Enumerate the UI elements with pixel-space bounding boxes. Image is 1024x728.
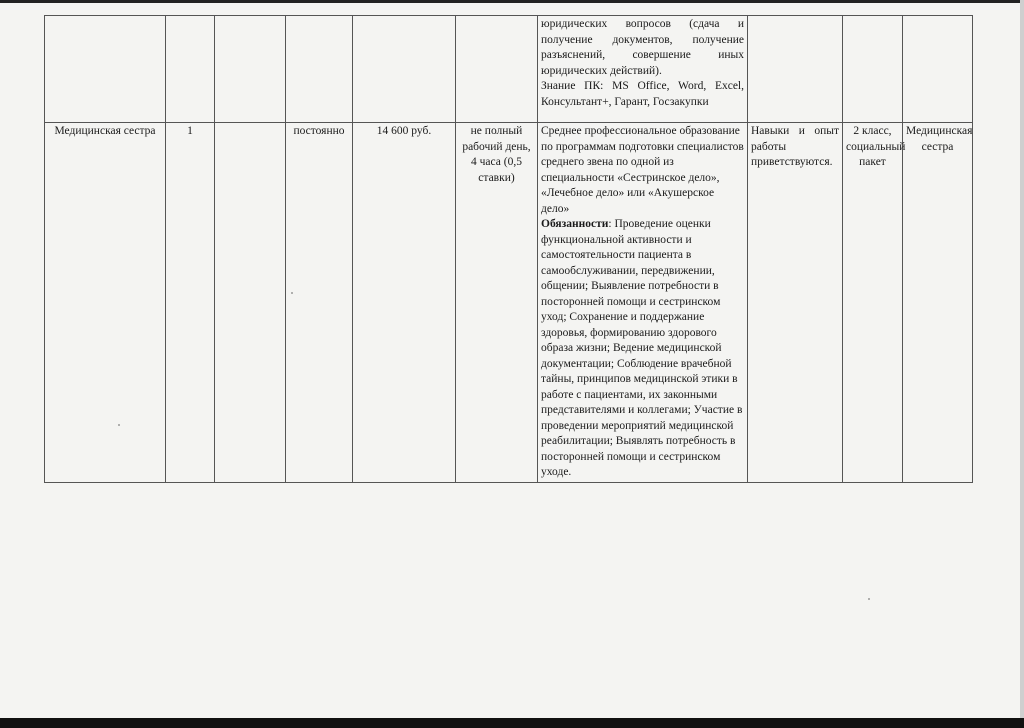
cell-position: Медицинская сестра <box>45 123 166 483</box>
cell-requirements-continued <box>538 16 748 123</box>
scan-right-edge <box>1020 0 1024 728</box>
cell-benefits: 2 класс, социальный пакет <box>843 123 903 483</box>
scan-speck <box>291 292 293 294</box>
cell-schedule: не полный рабочий день, 4 часа (0,5 ставки) <box>456 123 538 483</box>
cell-profession-empty <box>903 16 973 123</box>
cell-employment: постоянно <box>286 123 353 483</box>
cell-benefits-empty <box>843 16 903 123</box>
cell-experience: Навыки и опыт работы приветствуются. <box>748 123 843 483</box>
duties-label: Обязанности <box>541 218 609 230</box>
cell-profession: Медицинская сестра <box>903 123 973 483</box>
cell-count-empty <box>166 16 215 123</box>
cell-col3 <box>215 123 286 483</box>
cell-experience-empty <box>748 16 843 123</box>
cell-requirements <box>538 123 748 483</box>
cell-salary: 14 600 руб. <box>353 123 456 483</box>
cell-col3-empty <box>215 16 286 123</box>
scan-speck <box>118 424 120 426</box>
duties-block <box>541 217 744 481</box>
cell-count: 1 <box>166 123 215 483</box>
cell-salary-empty <box>353 16 456 123</box>
vacancy-table <box>44 15 973 483</box>
scan-speck <box>868 598 870 600</box>
table-row-continuation <box>45 16 973 123</box>
cell-position-empty <box>45 16 166 123</box>
education-text: Среднее профессиональное образование по программам подготовки специалистов среднего звена по одной из специальности «Сестринское дело», «Лечебное дело» или «Акушерское дело» <box>541 125 744 215</box>
cell-schedule-empty <box>456 16 538 123</box>
scan-bottom-edge <box>0 718 1024 728</box>
requirements-continued-text: юридических вопросов (сдача и получение документов, получение разъяснений, совершение иных юридических действий). <box>541 18 744 77</box>
scan-top-edge <box>0 0 1024 3</box>
duties-text: : Проведение оценки функциональной активности и самостоятельности пациента в самообслуживании, передвижении, общении; Выявление потребности в посторонней помощи и сестринском уход; Сохранение и поддержание здоровья, формированию здорового образа жизни; Ведение медицинской документации; Соблюдение врачебной тайны, принципов медицинской этики в работе с пациентами, их законными представителями и коллегами; Участие в проведении мероприятий медицинской реабилитации; Выявлять потребность в посторонней помощи и сестринском уходе. <box>541 218 743 478</box>
cell-employment-empty <box>286 16 353 123</box>
pc-knowledge-text: Знание ПК: MS Office, Word, Excel, Консультант+, Гарант, Госзакупки <box>541 80 744 108</box>
table-row-vacancy <box>45 123 973 483</box>
